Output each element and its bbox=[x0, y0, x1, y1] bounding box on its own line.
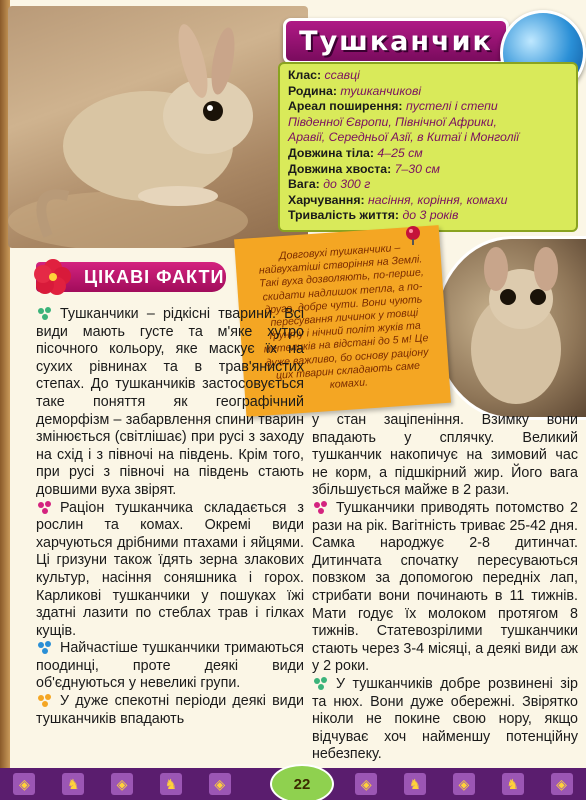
text-column-right bbox=[312, 412, 578, 764]
info-row: Аравії, Середньої Азії, в Китаї і Монголії bbox=[288, 130, 519, 145]
info-row: Південної Європи, Північної Африки, bbox=[288, 114, 497, 129]
paragraph: У дуже спекотні періоди деякі види тушканчиків впадають bbox=[36, 693, 304, 727]
info-row: Клас: ссавці bbox=[288, 68, 360, 82]
jerboa-photo bbox=[8, 6, 308, 248]
ornament-tile-icon: ◈ bbox=[551, 773, 573, 795]
ornament-tile-icon: ◈ bbox=[111, 773, 133, 795]
info-row: Довжина хвоста: 7–30 см bbox=[288, 161, 440, 176]
ornament-tile-icon: ◈ bbox=[13, 773, 35, 795]
paw-bullet-icon bbox=[36, 306, 56, 320]
ornament-tile-icon: ◈ bbox=[209, 773, 231, 795]
ornament-tile-icon: ♞ bbox=[502, 773, 524, 795]
paw-bullet-icon bbox=[312, 500, 332, 514]
info-row: Харчування: насіння, коріння, комахи bbox=[288, 192, 508, 207]
paragraph: у стан заціпеніння. Взимку вони впадають у сплячку. Великий тушканчик накопичує на зимовий час не корм, а підшкірний жир. Його вага збільшується майже в 2 рази. bbox=[312, 412, 578, 499]
paw-bullet-icon bbox=[36, 693, 56, 707]
info-row: Вага: до 300 г bbox=[288, 177, 371, 192]
paw-bullet-icon bbox=[36, 500, 56, 514]
paragraph: Раціон тушканчика складається з рослин та комах. Окремі види харчуються дрібними птахами і яйцями. Ці гризуни також їдять зерна злакових культур, насіння соняшника і горох. Карликові тушканчики у пошуках їжі здатні лазити по стеблах трав і гілках кущів. bbox=[36, 499, 304, 639]
ornament-tile-icon: ♞ bbox=[160, 773, 182, 795]
info-row: Родина: тушканчикові bbox=[288, 83, 422, 98]
paragraph: Тушканчики – рідкісні тварини. Всі види мають густе та м'яке хутро пісочного кольору, яке маскує їх на сухих рівнинах та в трав'янистих степах. До тушканчиків застосовується таке поняття як географічний деморфізм – забарвлення спини тварин змінюється (світлішає) при русі з заходу на схід і з півночі на південь. Крім того, при русі з півночі на південь стають довшими вуха звірят. bbox=[36, 306, 304, 498]
info-row: Тривалість життя: до 3 років bbox=[288, 208, 459, 223]
paragraph: Найчастіше тушканчики тримаються поодинці, проте деякі види об'єднуються у невеликі групи. bbox=[36, 640, 304, 692]
jerboa-closeup-photo bbox=[433, 236, 586, 420]
fact-note-text: Довговухі тушканчики – найвухатіші створіння на Землі. Такі вуха дозволяють, по-перше, скидати надлишок тепла, а по-друге, добре чути. Вони чують пересування личинок у товщі ґрунту і нічний політ жуків та метеликів на відстані до 5 м! Це дуже важливо, бо основу раціону цих тварин складають саме комахи. bbox=[258, 241, 429, 392]
ornament-tile-icon: ♞ bbox=[404, 773, 426, 795]
paragraph: Тушканчики приводять потомство 2 рази на рік. Вагітність триває 25-42 дня. Самка народжує 2-8 дитинчат. Дитинчата спочатку пересуваються повзком за допомогою передніх лап, стрибати вони починають в 11 тижнів. Мати годує їх молоком протягом 8 тижнів. Статевозрілими тушканчики стають через 3-4 місяці, а деякі види аж у 2 роки. bbox=[312, 499, 578, 675]
paw-bullet-icon bbox=[36, 640, 56, 654]
text-column-left bbox=[36, 306, 304, 728]
page-title: Тушканчик bbox=[299, 25, 493, 57]
info-box bbox=[278, 62, 578, 232]
ornament-tile-icon: ◈ bbox=[453, 773, 475, 795]
paragraph: У тушканчиків добре розвинені зір та нюх. Вони дуже обережні. Звірятко ніколи не покине свою нору, якщо відчуває хоч найменшу потенційну небезпеку. bbox=[312, 675, 578, 763]
hibiscus-flower-icon bbox=[32, 256, 74, 298]
info-row: Ареал поширення: пустелі і степи bbox=[288, 99, 498, 114]
page-number: 22 bbox=[270, 764, 334, 800]
paw-bullet-icon bbox=[312, 676, 332, 690]
pushpin-icon bbox=[402, 224, 424, 246]
title-banner bbox=[283, 18, 509, 64]
ornament-tile-icon: ♞ bbox=[62, 773, 84, 795]
ornament-tile-icon: ◈ bbox=[355, 773, 377, 795]
info-row: Довжина тіла: 4–25 см bbox=[288, 145, 423, 160]
facts-heading: ЦІКАВІ ФАКТИ bbox=[84, 266, 225, 287]
